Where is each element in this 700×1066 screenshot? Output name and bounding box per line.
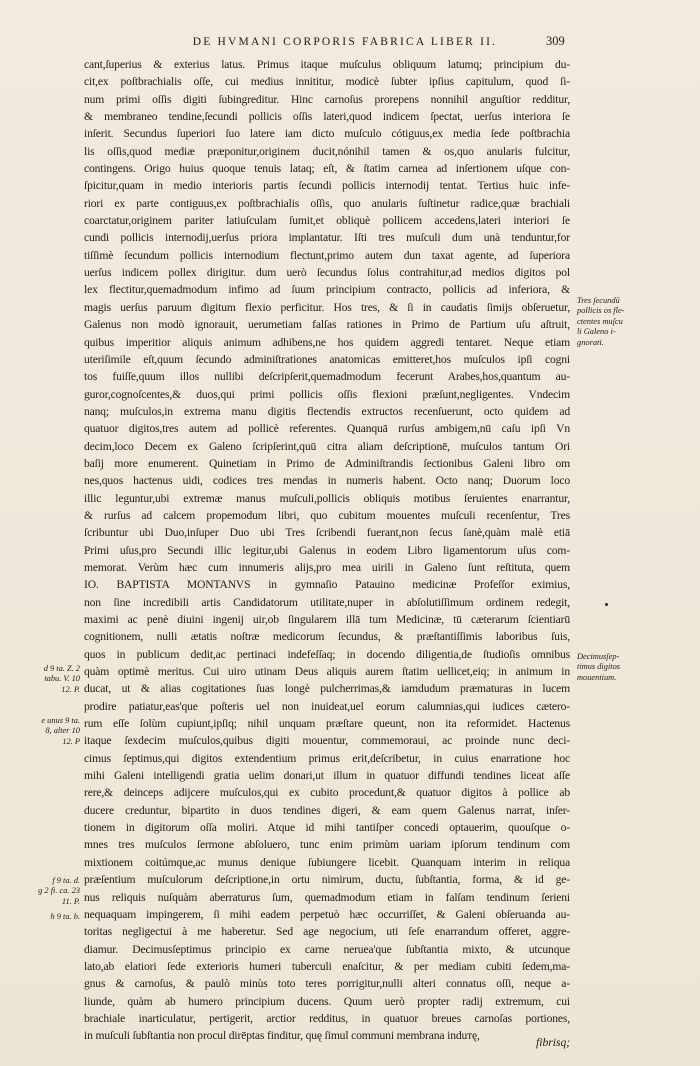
text-line: nanq; muſculos,in extrema manu digitis flectendis extructos recenſuerunt, octo quidem ad [84, 404, 570, 418]
text-line: in muſculi ſubſtantia non procul dirēptas finditur, quę ſimul communi membrana induтę, [84, 1029, 480, 1043]
text-line: uerſus indicem pollex dirigitur. dum uerò ſecundus ſolus contrahitur,ad medios digitos pol [84, 266, 570, 280]
text-line: nequaquam impingerem, ſi mihi eadem perpetuò hæc occurriſſet, & Galeni obſeruanda au- [84, 907, 570, 921]
text-line: nes,quos hactenus uidi, codices tres mendas in numeris habent. Octo nanq; Duorum loco [84, 474, 570, 488]
text-line: rere,& deinceps adijcere muſculos,qui ex cubito procedunt,& quatuor digitos à pollice ab [84, 786, 570, 800]
text-line: baſij more enumerent. Quinetiam in Primo de Adminiſtrandis ſectionibus Galeni libro om [84, 456, 570, 470]
text-line: maximi ac penè diuini ingenij uir,ob ſingularem illā tum Medicinæ, tū cæterarum ſcientiarū [84, 613, 570, 626]
text-line: ſcribuntur ubi Duo,inſuper Duo ubi Tres ſcribendi fuerant,non ſecus ſanè,quàm malè etiā [84, 526, 570, 540]
margin-note-left: f 9 ta. d. g 2 fi. ca. 23 11. P. [38, 876, 80, 906]
text-line: tos fuiſſe,quum illos nullibi deſcripſerit,quemadmodum fecerunt Arabes,hos,quantum au- [84, 370, 570, 384]
text-line: mihi Galeni intelligendi gratia uelim donari,ut illum in quatuor diffundi tendines liceat aſſe [84, 769, 570, 783]
text-line: magis uerſus paruum digitum flexio perficitur. Hos tres, & ſi in caudatis ſimijs obſeruetur, [84, 300, 570, 314]
text-line: Primi uſus,pro Secundi illic legitur,ubi Galenus in eodem Libro ligamentorum uſus com- [84, 543, 570, 557]
text-line: brachiale inarticulatur, pertigerit, arctior redditus, in quatuor breues carnoſas portiones, [84, 1011, 570, 1025]
text-line: cant,ſuperius & exterius latus. Primus itaque muſculus obliquum latumq; principium du- [84, 58, 570, 71]
margin-note-right: Decimusſep- timus digitos mouentium. [577, 652, 621, 682]
text-line: inſerit. Secundus ſuperiori ſuo latere iam dicto muſculo cótiguus,ex media ſede poſtbrachia [84, 127, 570, 141]
margin-mark [605, 603, 608, 606]
text-line: ſpicitur,quam in medio interioris partis ſecundi pollicis internodij tentat. Tertius huic infe- [84, 179, 570, 193]
text-line: mnes tres muſculos ſermone abſoluero, tunc enim primùm uariam ipſorum tendinum com [84, 838, 570, 852]
margin-note-left: d 9 ta. Z. 2 tabu. V. 10 12. P. [43, 664, 80, 694]
main-text-column [84, 56, 570, 1045]
text-line: quatuor digitos,tres autem ad pollicè referentes. Quanquā rurſus ambigem,nū caſu ipſi Vn [84, 422, 570, 436]
text-line: quibus imperitior aliquis animum adhibens,ne hos quidem aggredi tentaret. Neque etiam [84, 335, 570, 349]
page-number: 309 [546, 34, 565, 48]
text-line: contingens. Origo huius quoque tenuis lataq; eſt, & ſtatim carnea ad inſertionem uſque con- [84, 162, 570, 176]
text-line: mixtionem coitúmque,ac munus denique ſubiungere licebit. Quanquam interim in reliqua [84, 855, 570, 869]
text-line: memorat. Verùm hæc cum innumeris alijs,pro mea uirili in Galeno ſunt reſtituta, quem [84, 560, 570, 574]
catchword: fibrisq; [536, 1036, 571, 1049]
text-line: lis oſſis,quod mediæ præponitur,originem ducit,nónihil tamen & os,quo anularis fulcitur, [84, 144, 570, 158]
text-line: tiſſimè ſecundum pollicis internodium flectunt,primo autem dun taxat agente, ad ſuperiora [84, 248, 570, 262]
text-line: guror,cognoſcentes,& duos,qui primi pollicis oſſis flexioni præſunt,negligentes. Vndecim [84, 387, 570, 401]
text-line: tionem in digitorum oſſa moliri. Atque id mihi tantiſper concedi optauerim, quouſque o- [84, 821, 570, 835]
text-line: cimus ſeptimus,qui digitos extendentium primus erit,deſcribetur, in cuius enarratione hoc [84, 751, 570, 765]
text-line: IO. BAPTISTA MONTANVS in gymnaſio Patauino medicinæ Profeſſor eximius, [84, 578, 570, 592]
text-line: uteriſimile eſt,quum ſecundo adminiſtrationes anatomicas emitteret,hos muſculos ipſi cogni [84, 352, 570, 366]
margin-note-left: e unus 9 ta. 8, alter 10 12. P [41, 716, 80, 746]
text-line: nus reliquis nuſquàm aberraturus ſum, quemadmodum etiam in falſam tendinum ſerieni [84, 890, 570, 904]
text-line: non ſine incredibili artis Candidatorum utilitate,nuper in abſolutiſſimum ordinem redegit, [84, 595, 570, 609]
text-line: rum eſſe ſolùm cupiunt,ipſiq; nihil unquam præſtare queunt, non ita reformidet. Hactenus [84, 717, 570, 731]
text-line: itaque ſexdecim muſculos,quibus digiti mouentur, commemoraui, ac proinde nunc deci- [84, 734, 570, 748]
text-line: illic leguntur,ubi extremæ manus muſculi,pollicis obliquis motibus ſeruientes enarrantur, [84, 491, 570, 505]
text-line: decim,loco Decem ex Galeno ſcripſerint,quū citra aliam deſcriptionē, muſculos tantum Ori [84, 439, 570, 453]
text-line: & membraneo tendine,ſecundi pollicis oſſis lateri,quod indicem ſpectat, uerſus interiora ſe [84, 110, 570, 124]
text-line: quos in publicum dedit,ac pertinaci indefeſſaq; in docendo diligentia,de ſtudioſis omnibus [84, 647, 570, 661]
text-line: ducat, ut & alias cogitationes ſuas longè pulcherrimas,& iamdudum præmaturas in lucem [84, 682, 570, 696]
running-head: DE HVMANI CORPORIS FABRICA LIBER II. [192, 36, 498, 48]
text-line: & rurſus ad calcem propemodum libri, quo cubitum mouentes muſculi recenſentur, Tres [84, 508, 570, 522]
text-line: coarctatur,originem pariter latiuſculam ſumit,et obliquè pollicem accedens,lateri interiori ſe [84, 214, 570, 228]
text-line: riori ex parte contiguus,ex poſtbrachialis oſſis, quo anularis ſuſtinetur radice,quæ brachiali [84, 196, 570, 210]
text-line: num primi oſſis digiti ſubingreditur. Hinc carnoſus prorepens nonnihil anguſtior redditur, [84, 92, 570, 106]
text-line: diamur. Decimusſeptimus principio ex carne neruea'que ſubſtantia mixto, & utcunque [84, 942, 570, 956]
text-line: toritas negligectui à me haberetur. Sed age negocium, uti ſeſe enarrandum offeret, aggre- [84, 925, 570, 939]
text-line: cit,ex poſtbrachialis oſſe, cui medius innititur, modicè ſubter ipſius capitulum, quod ſi- [84, 75, 570, 89]
text-line: ducere creduntur, bipartito in duos tendines digeri, & eam quem Galenus narrat, inſer- [84, 803, 570, 817]
text-line: liunde, quàm ab humero principium ducens. Quum uerò propter radij extremum, cui [84, 994, 570, 1008]
text-line: cognitionem, nulli ætatis noſtræ medicorum ſecundus, & præſtantiſſimis laboribus ſuis, [84, 630, 570, 644]
text-line: lex flectitur,quemadmodum infimo ad ſuum principium contracto, pollicis ad inferiora, & [84, 283, 570, 297]
margin-note-right: Tres ſecundū pollicis os fle- ctentes muſcu li Galeno i- gnorati. [577, 296, 625, 347]
text-line: lato,ab elatiori ſede exterioris humeri tuberculi enaſcitur, & per mediam cubiti ſedem,ma- [84, 959, 570, 973]
text-line: præſentium muſculorum deſcriptione,in ortu nimirum, ductu, ſubſtantia, forma, & id ge- [84, 873, 570, 887]
text-line: prodire patiatur,eas'que poſteris uel non inuideat,uel eorum calumnias,qui iudices cætero- [84, 699, 570, 713]
text-line: gnus & carnoſus, & paulò minùs toto teres porrigitur,nulli alteri connatus oſſi, neque a- [84, 977, 570, 991]
text-line: quàm optimè meritus. Cui uiro utinam Deus aliquis aurem ſtatim uellicet,eiq; in animum in [84, 665, 570, 679]
text-line: Galenus non modò ignorauit, uerumetiam falſas rationes in Primo de Partium uſu aſtruit, [84, 318, 570, 332]
text-line: cundi pollicis internodij,uerſus priora implantatur. Iſti tres muſculi dum unà tenduntur,for [84, 231, 570, 245]
margin-note-left: h 9 ta. b. [50, 912, 80, 921]
